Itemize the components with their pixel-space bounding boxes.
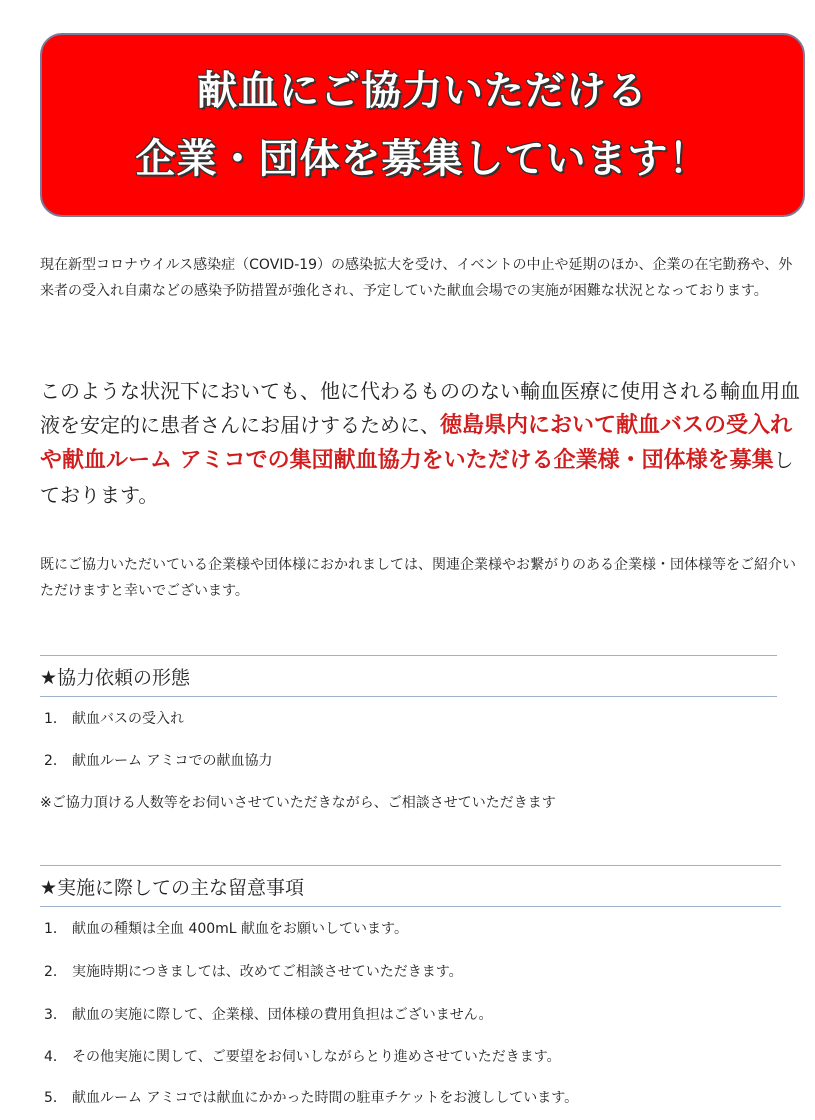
list-item-number: 1． [44,711,67,727]
list-item [44,708,184,728]
intro-paragraph: 現在新型コロナウイルス感染症（COVID-19）の感染拡大を受け、イベントの中止や延期のほか、企業の在宅勤務や、外来者の受入れ自粛などの感染予防措置が強化され、予定していた献血会場での実施が困難な状況となっております。 [40,257,793,299]
list-item-number: 5． [44,1090,67,1106]
list-item-number: 2． [44,964,67,980]
list-item-text: 実施時期につきましては、改めてご相談させていただきます。 [72,964,463,980]
list-item-text: 献血ルーム アミコでは献血にかかった時間の駐車チケットをお渡ししています。 [72,1090,579,1106]
consultation-note: ※ご協力頂ける人数等をお伺いさせていただきながら、ご相談させていただきます [40,795,556,811]
list-item-text: その他実施に関して、ご要望をお伺いしながらとり進めさせていただきます。 [72,1049,561,1065]
section-heading-request-type: ★協力依頼の形態 [40,655,777,697]
list-item [44,750,272,770]
section-heading-notes: ★実施に際しての主な留意事項 [40,865,781,907]
list-item [44,918,408,938]
appeal-paragraph [40,374,805,512]
list-item [44,1046,561,1066]
banner-title-line-1: 献血にご協力いただける [197,68,648,114]
appeal-text-before: このような状況下においても、他に代わるもののない輸血医療に使用される輸血用血液を安定的に患者さんにお届けするために、 [40,379,800,437]
appeal-text-after: しております。 [40,448,794,507]
appeal-highlight: 徳島県内において献血バスの受入れや献血ルーム アミコでの集団献血協力をいただける企業様・団体様を募集 [40,413,793,473]
list-item-number: 4． [44,1049,67,1065]
referral-paragraph: 既にご協力いただいている企業様や団体様におかれましては、関連企業様やお繋がりのある企業様・団体様等をご紹介いただけますと幸いでございます。 [40,557,796,599]
list-item [44,1004,493,1024]
list-item [44,1087,578,1107]
banner-title-line-2: 企業・団体を募集しています！ [135,136,710,182]
list-item-text: 献血の実施に際して、企業様、団体様の費用負担はございません。 [72,1007,493,1023]
list-item-text: 献血の種類は全血 400mL 献血をお願いしています。 [72,921,408,937]
list-item-text: 献血ルーム アミコでの献血協力 [72,753,273,769]
list-item-text: 献血バスの受入れ [72,711,184,727]
list-item-number: 2． [44,753,67,769]
title-banner [40,33,805,217]
list-item-number: 1． [44,921,67,937]
list-item [44,961,463,981]
list-item-number: 3． [44,1007,67,1023]
